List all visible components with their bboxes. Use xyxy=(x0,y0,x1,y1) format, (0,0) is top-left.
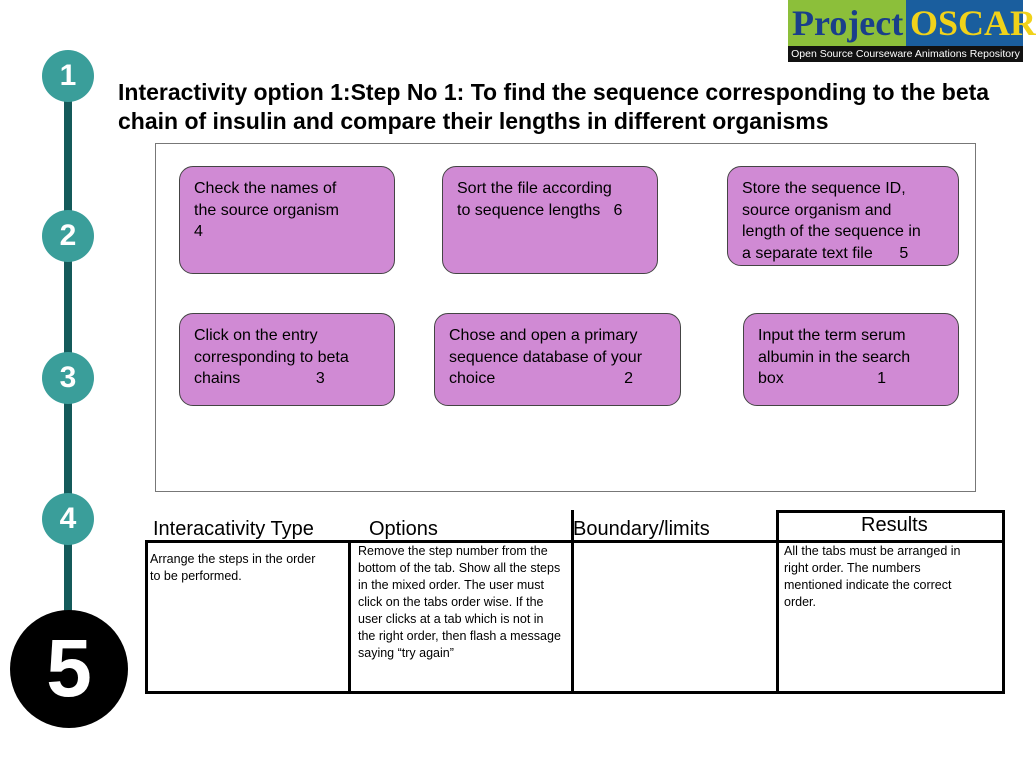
table-right-border xyxy=(1002,510,1005,694)
logo-subtitle: Open Source Courseware Animations Repository xyxy=(788,46,1023,62)
interactivity-table xyxy=(145,510,1005,694)
step-card-check-organism[interactable]: Check the names of the source organism 4 xyxy=(179,166,395,274)
step-card-store-sequence[interactable]: Store the sequence ID, source organism and length of the sequence in a separate text file 5 xyxy=(727,166,959,266)
step-card-input-term[interactable]: Input the term serum albumin in the search box 1 xyxy=(743,313,959,406)
table-header-top-border xyxy=(778,510,1005,513)
step-2-circle[interactable]: 2 xyxy=(42,210,94,262)
step-card-sort-file[interactable]: Sort the file according to sequence lengths 6 xyxy=(442,166,658,274)
step-3-circle[interactable]: 3 xyxy=(42,352,94,404)
header-interactivity-type: Interacativity Type xyxy=(153,518,314,540)
header-boundary-limits: Boundary/limits xyxy=(573,518,710,540)
step-1-circle[interactable]: 1 xyxy=(42,50,94,102)
logo-word-oscar: OSCAR xyxy=(910,3,1036,43)
header-results: Results xyxy=(861,514,928,536)
cell-results: All the tabs must be arranged in right order. The numbers mentioned indicate the correct order. xyxy=(784,544,961,609)
cell-interactivity-type: Arrange the steps in the order to be performed. xyxy=(150,552,316,583)
header-options: Options xyxy=(369,518,438,540)
step-card-click-entry[interactable]: Click on the entry corresponding to beta chains 3 xyxy=(179,313,395,406)
table-left-border xyxy=(145,540,148,694)
step-card-open-database[interactable]: Chose and open a primary sequence database of your choice 2 xyxy=(434,313,681,406)
table-divider-3 xyxy=(776,510,779,694)
cell-options: Remove the step number from the bottom of the tab. Show all the steps in the mixed order. The user must click on the tabs order wise. If the user clicks at a tab which is not in the right order, then flash a message saying “try again” xyxy=(358,544,561,660)
table-divider-1 xyxy=(348,540,351,694)
logo-word-project: Project xyxy=(792,3,904,43)
step-4-circle[interactable]: 4 xyxy=(42,493,94,545)
table-bottom-border xyxy=(145,691,1005,694)
page-title: Interactivity option 1:Step No 1: To find the sequence corresponding to the beta chain of insulin and compare their lengths in different organisms xyxy=(118,79,990,134)
step-5-circle-active[interactable]: 5 xyxy=(10,610,128,728)
project-oscar-logo xyxy=(788,0,1036,62)
